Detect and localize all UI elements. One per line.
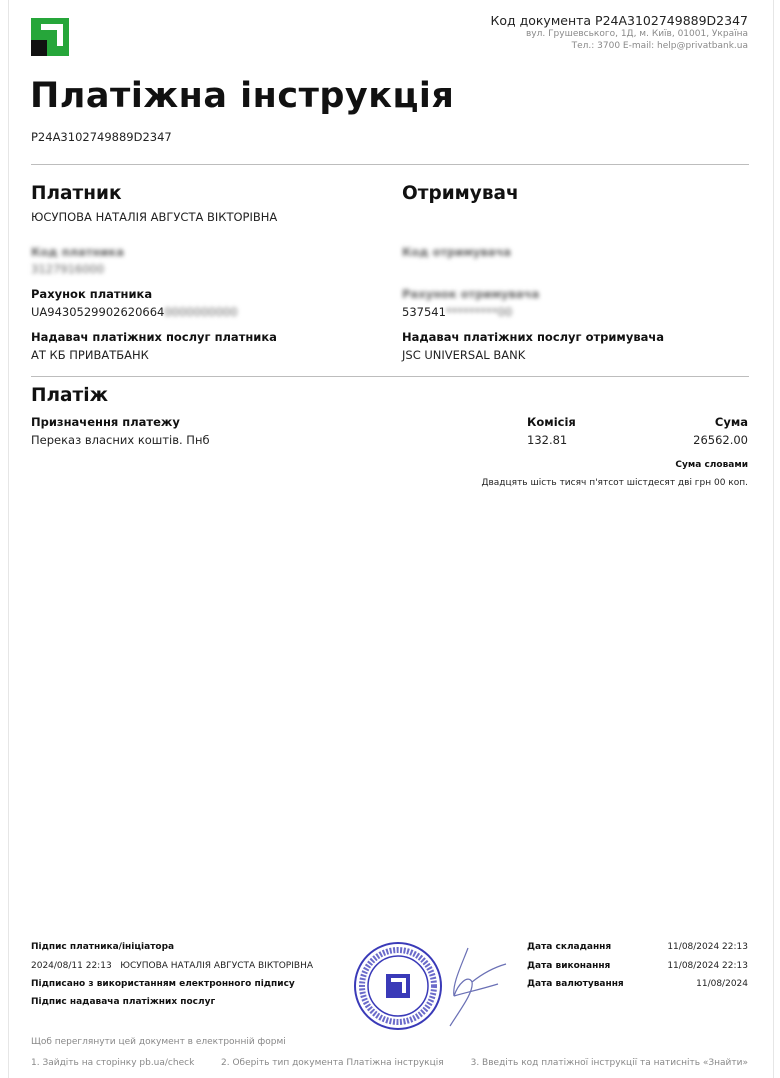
signature-line [31, 961, 313, 971]
page-frame [8, 0, 774, 1078]
commission-value: 132.81 [527, 433, 568, 447]
provider-signature-label: Підпис надавача платіжних послуг [31, 997, 216, 1007]
electronic-signature-note: Підписано з використанням електронного підпису [31, 979, 295, 989]
payer-account-value [31, 305, 238, 319]
payer-account-visible: UA9430529902620664 [31, 305, 165, 319]
footer-step-2: 2. Оберіть тип документа Платіжна інструкція [221, 1058, 444, 1068]
privatbank-logo [31, 18, 69, 56]
bank-address: вул. Грушевського, 1Д, м. Київ, 01001, Україна [525, 29, 748, 39]
payment-heading: Платіж [31, 385, 108, 406]
amount-words-label: Сума словами [675, 460, 748, 470]
payer-name: ЮСУПОВА НАТАЛІЯ АВГУСТА ВІКТОРІВНА [31, 210, 278, 224]
amount-value: 26562.00 [693, 433, 748, 447]
payer-code-label: Код платника [31, 245, 124, 259]
payer-heading: Платник [31, 183, 122, 204]
footer-step-3: 3. Введіть код платіжної інструкції та натисніть «Знайти» [470, 1058, 748, 1068]
footer-intro: Щоб переглянути цей документ в електронній формі [31, 1037, 286, 1047]
recipient-provider-label: Надавач платіжних послуг отримувача [402, 330, 665, 344]
value-date-value: 11/08/2024 [696, 979, 748, 989]
value-date-label: Дата валютування [527, 979, 624, 989]
divider [31, 164, 749, 165]
amount-label: Сума [714, 415, 748, 429]
recipient-provider-value: JSC UNIVERSAL BANK [402, 348, 526, 362]
bank-contact-info [526, 29, 748, 52]
page-title: Платіжна інструкція [30, 76, 455, 116]
commission-label: Комісія [527, 415, 576, 429]
recipient-code-label: Код отримувача [402, 245, 512, 259]
recipient-account-hidden: *********00 [445, 305, 513, 319]
signature-datetime: 2024/08/11 22:13 [31, 961, 112, 971]
purpose-value: Переказ власних коштів. Пнб [31, 433, 210, 447]
handwritten-signature [438, 944, 510, 1032]
date-executed-value: 11/08/2024 22:13 [667, 961, 748, 971]
document-code: Код документа P24A3102749889D2347 [490, 13, 748, 28]
payer-provider-value: АТ КБ ПРИВАТБАНК [31, 348, 149, 362]
date-executed-label: Дата виконання [527, 961, 611, 971]
payer-provider-label: Надавач платіжних послуг платника [31, 330, 277, 344]
bank-contacts: Тел.: 3700 E-mail: help@privatbank.ua [571, 40, 748, 51]
recipient-account-label: Рахунок отримувача [402, 287, 540, 301]
payer-code-value: 3127916000 [31, 262, 105, 276]
recipient-heading: Отримувач [402, 183, 519, 204]
divider [31, 376, 749, 377]
signature-name: ЮСУПОВА НАТАЛІЯ АВГУСТА ВІКТОРІВНА [120, 961, 313, 971]
document-number: P24A3102749889D2347 [31, 130, 172, 144]
bank-stamp [352, 940, 444, 1032]
date-created-label: Дата складання [527, 942, 612, 952]
recipient-account-value [402, 305, 512, 319]
payer-account-label: Рахунок платника [31, 287, 153, 301]
purpose-label: Призначення платежу [31, 415, 180, 429]
recipient-account-visible: 537541 [402, 305, 446, 319]
payer-account-hidden: 0000000000 [164, 305, 238, 319]
date-created-value: 11/08/2024 22:13 [667, 942, 748, 952]
amount-words-value: Двадцять шість тисяч п'ятсот шістдесят дві грн 00 коп. [481, 478, 748, 488]
payer-signature-label: Підпис платника/ініціатора [31, 942, 175, 952]
footer-step-1: 1. Зайдіть на сторінку pb.ua/check [31, 1058, 195, 1068]
